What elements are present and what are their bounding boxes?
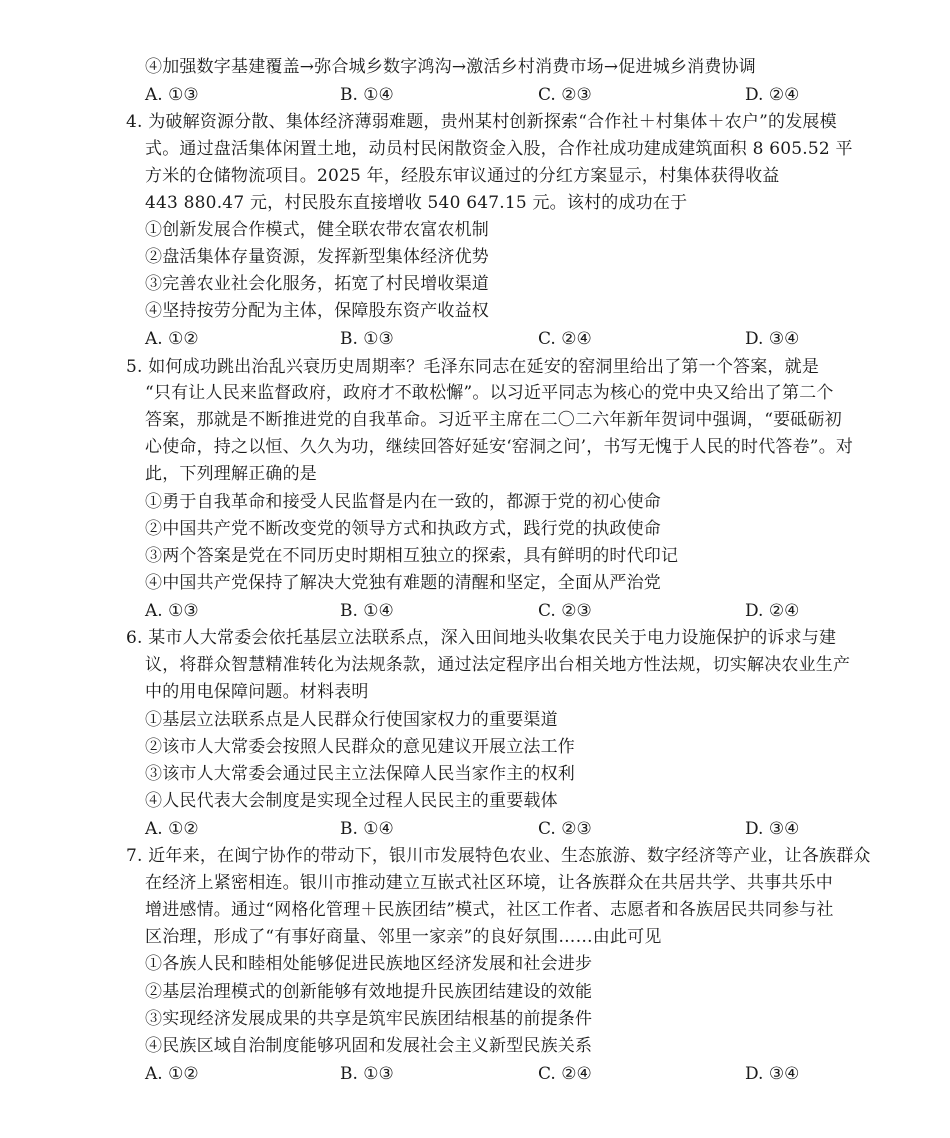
q4-stem-line-1: 4. 为破解资源分散、集体经济薄弱难题，贵州某村创新探索“合作社＋村集体＋农户”的发展模 — [126, 112, 837, 132]
q4-stem-line-4: 443 880.47 元，村民股东直接增收 540 647.15 元。该村的成功在于 — [145, 193, 688, 213]
q6-statement-2: ②该市人大常委会按照人民群众的意见建议开展立法工作 — [145, 737, 575, 757]
q5-stem-line-1: 5. 如何成功跳出治乱兴衰历史周期率？毛泽东同志在延安的窑洞里给出了第一个答案，就是 — [126, 357, 820, 377]
option-c: C. ②④ — [538, 329, 592, 349]
q5-stem-line-4: 心使命，持之以恒、久久为功，继续回答好延安‘窑洞之问’，书写无愧于人民的时代答卷”。对 — [145, 437, 854, 457]
q7-stem-line-3: 增进感情。通过“网格化管理＋民族团结”模式，社区工作者、志愿者和各族居民共同参与社 — [145, 900, 834, 920]
prev-options — [145, 84, 845, 106]
option-c: C. ②③ — [538, 85, 592, 105]
q6-statement-3: ③该市人大常委会通过民主立法保障人民当家作主的权利 — [145, 764, 575, 784]
option-d: D. ③④ — [745, 329, 800, 349]
option-d: D. ②④ — [745, 85, 800, 105]
option-b: B. ①③ — [340, 1064, 394, 1084]
q7-statement-3: ③实现经济发展成果的共享是筑牢民族团结根基的前提条件 — [145, 1009, 593, 1029]
option-d: D. ③④ — [745, 819, 800, 839]
q7-statement-1: ①各族人民和睦相处能够促进民族地区经济发展和社会进步 — [145, 954, 593, 974]
q7-statement-2: ②基层治理模式的创新能够有效地提升民族团结建设的效能 — [145, 982, 593, 1002]
q4-options — [145, 328, 845, 350]
prev-statement-4: ④加强数字基建覆盖→弥合城乡数字鸿沟→激活乡村消费市场→促进城乡消费协调 — [145, 57, 756, 77]
option-c: C. ②④ — [538, 1064, 592, 1084]
q6-statement-1: ①基层立法联系点是人民群众行使国家权力的重要渠道 — [145, 710, 558, 730]
q4-stem-line-3: 方米的仓储物流项目。2025 年，经股东审议通过的分红方案显示，村集体获得收益 — [145, 166, 780, 186]
q5-options — [145, 600, 845, 622]
q4-statement-2: ②盘活集体存量资源，发挥新型集体经济优势 — [145, 247, 489, 267]
q6-statement-4: ④人民代表大会制度是实现全过程人民民主的重要载体 — [145, 791, 558, 811]
option-a: A. ①② — [145, 1064, 199, 1084]
q5-statement-3: ③两个答案是党在不同历史时期相互独立的探索，具有鲜明的时代印记 — [145, 546, 679, 566]
option-a: A. ①③ — [145, 85, 199, 105]
q6-stem-line-3: 中的用电保障问题。材料表明 — [145, 682, 369, 702]
option-a: A. ①③ — [145, 601, 199, 621]
q7-statement-4: ④民族区域自治制度能够巩固和发展社会主义新型民族关系 — [145, 1036, 593, 1056]
q4-statement-3: ③完善农业社会化服务，拓宽了村民增收渠道 — [145, 274, 489, 294]
q4-statement-4: ④坚持按劳分配为主体，保障股东资产收益权 — [145, 301, 489, 321]
q5-statement-2: ②中国共产党不断改变党的领导方式和执政方式，践行党的执政使命 — [145, 519, 661, 539]
option-d: D. ③④ — [745, 1064, 800, 1084]
q6-stem-line-2: 议，将群众智慧精准转化为法规条款，通过法定程序出台相关地方性法规，切实解决农业生产 — [145, 655, 851, 675]
q7-options — [145, 1063, 845, 1085]
q4-stem-line-2: 式。通过盘活集体闲置土地，动员村民闲散资金入股，合作社成功建成建筑面积 8 605.52 平 — [145, 139, 853, 159]
option-a: A. ①② — [145, 819, 199, 839]
option-c: C. ②③ — [538, 819, 592, 839]
q7-stem-line-4: 区治理，形成了“有事好商量、邻里一家亲”的良好氛围……由此可见 — [145, 927, 662, 947]
option-b: B. ①③ — [340, 329, 394, 349]
q6-stem-line-1: 6. 某市人大常委会依托基层立法联系点，深入田间地头收集农民关于电力设施保护的诉求与建 — [126, 628, 837, 648]
q5-stem-line-5: 此，下列理解正确的是 — [145, 464, 317, 484]
option-b: B. ①④ — [340, 601, 394, 621]
q4-statement-1: ①创新发展合作模式，健全联农带农富农机制 — [145, 220, 489, 240]
option-d: D. ②④ — [745, 601, 800, 621]
q5-stem-line-2: “只有让人民来监督政府，政府才不敢松懈”。以习近平同志为核心的党中央又给出了第二个 — [145, 383, 834, 403]
q7-stem-line-1: 7. 近年来，在闽宁协作的带动下，银川市发展特色农业、生态旅游、数字经济等产业，让各族群众 — [126, 846, 871, 866]
q6-options — [145, 818, 845, 840]
q5-stem-line-3: 答案，那就是不断推进党的自我革命。习近平主席在二〇二六年新年贺词中强调，“要砥砺初 — [145, 410, 842, 430]
q5-statement-4: ④中国共产党保持了解决大党独有难题的清醒和坚定，全面从严治党 — [145, 573, 661, 593]
option-b: B. ①④ — [340, 819, 394, 839]
option-b: B. ①④ — [340, 85, 394, 105]
option-a: A. ①② — [145, 329, 199, 349]
q5-statement-1: ①勇于自我革命和接受人民监督是内在一致的，都源于党的初心使命 — [145, 492, 661, 512]
option-c: C. ②③ — [538, 601, 592, 621]
q7-stem-line-2: 在经济上紧密相连。银川市推动建立互嵌式社区环境，让各族群众在共居共学、共事共乐中 — [145, 873, 833, 893]
